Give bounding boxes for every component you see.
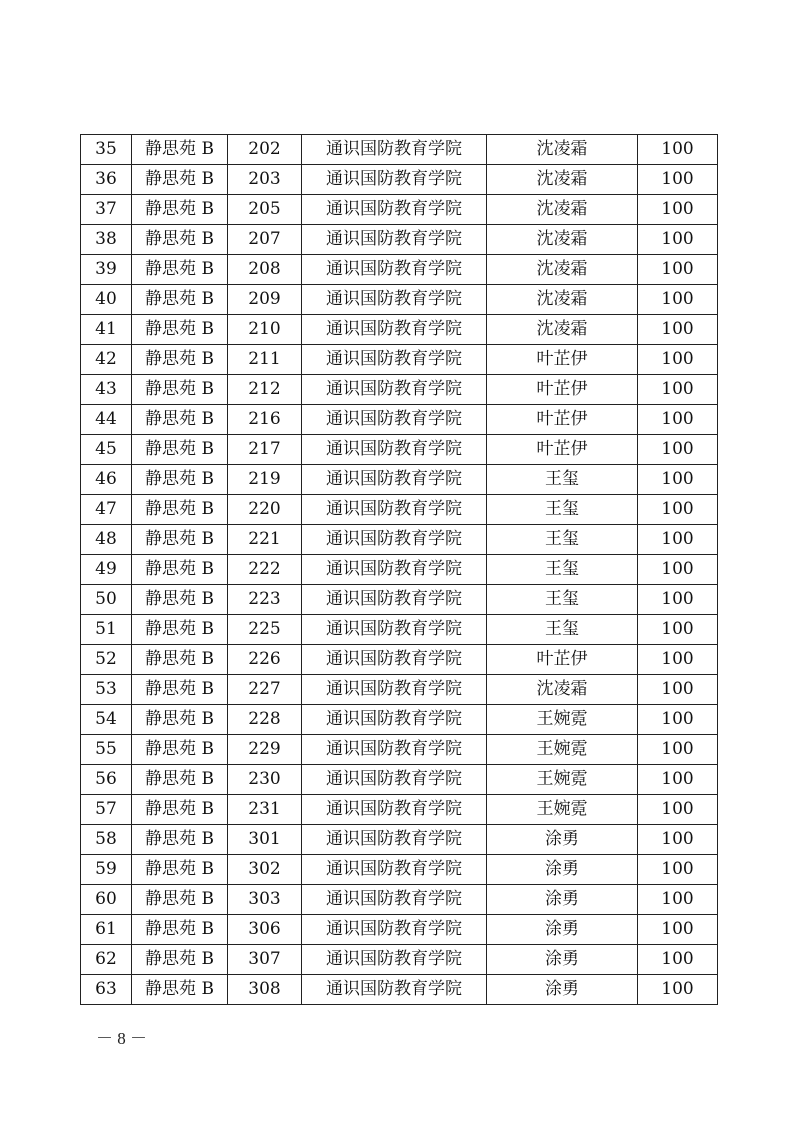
room-number-cell: 227: [228, 675, 302, 705]
score-cell: 100: [638, 285, 718, 315]
table-row: [81, 375, 718, 405]
building-cell: 静思苑 B: [132, 195, 228, 225]
college-cell: 通识国防教育学院: [302, 315, 487, 345]
table-row: [81, 285, 718, 315]
row-index-cell: 48: [81, 525, 132, 555]
college-cell: 通识国防教育学院: [302, 825, 487, 855]
room-number-cell: 229: [228, 735, 302, 765]
room-number-cell: 303: [228, 885, 302, 915]
table-row: [81, 525, 718, 555]
room-number-cell: 307: [228, 945, 302, 975]
score-cell: 100: [638, 885, 718, 915]
inspector-cell: 沈凌霜: [487, 285, 638, 315]
row-index-cell: 37: [81, 195, 132, 225]
inspector-cell: 王婉霓: [487, 765, 638, 795]
college-cell: 通识国防教育学院: [302, 765, 487, 795]
row-index-cell: 61: [81, 915, 132, 945]
inspector-cell: 叶芷伊: [487, 345, 638, 375]
table-row: [81, 795, 718, 825]
building-cell: 静思苑 B: [132, 735, 228, 765]
building-cell: 静思苑 B: [132, 345, 228, 375]
building-cell: 静思苑 B: [132, 915, 228, 945]
building-cell: 静思苑 B: [132, 615, 228, 645]
table-row: [81, 225, 718, 255]
score-cell: 100: [638, 645, 718, 675]
college-cell: 通识国防教育学院: [302, 195, 487, 225]
room-number-cell: 222: [228, 555, 302, 585]
room-number-cell: 220: [228, 495, 302, 525]
score-cell: 100: [638, 945, 718, 975]
row-index-cell: 47: [81, 495, 132, 525]
college-cell: 通识国防教育学院: [302, 855, 487, 885]
college-cell: 通识国防教育学院: [302, 285, 487, 315]
row-index-cell: 43: [81, 375, 132, 405]
room-number-cell: 216: [228, 405, 302, 435]
table-row: [81, 645, 718, 675]
college-cell: 通识国防教育学院: [302, 945, 487, 975]
college-cell: 通识国防教育学院: [302, 225, 487, 255]
score-cell: 100: [638, 465, 718, 495]
inspector-cell: 涂勇: [487, 945, 638, 975]
inspector-cell: 叶芷伊: [487, 645, 638, 675]
inspector-cell: 沈凌霜: [487, 195, 638, 225]
inspector-cell: 王玺: [487, 555, 638, 585]
table-row: [81, 885, 718, 915]
score-cell: 100: [638, 315, 718, 345]
room-number-cell: 306: [228, 915, 302, 945]
score-cell: 100: [638, 255, 718, 285]
building-cell: 静思苑 B: [132, 765, 228, 795]
building-cell: 静思苑 B: [132, 375, 228, 405]
score-cell: 100: [638, 375, 718, 405]
row-index-cell: 46: [81, 465, 132, 495]
row-index-cell: 45: [81, 435, 132, 465]
room-number-cell: 228: [228, 705, 302, 735]
table-row: [81, 615, 718, 645]
row-index-cell: 56: [81, 765, 132, 795]
row-index-cell: 62: [81, 945, 132, 975]
room-number-cell: 208: [228, 255, 302, 285]
inspector-cell: 沈凌霜: [487, 135, 638, 165]
building-cell: 静思苑 B: [132, 645, 228, 675]
table-row: [81, 435, 718, 465]
row-index-cell: 57: [81, 795, 132, 825]
table-row: [81, 945, 718, 975]
inspector-cell: 涂勇: [487, 825, 638, 855]
college-cell: 通识国防教育学院: [302, 525, 487, 555]
row-index-cell: 60: [81, 885, 132, 915]
score-cell: 100: [638, 585, 718, 615]
room-score-table: [80, 134, 718, 1005]
room-number-cell: 205: [228, 195, 302, 225]
building-cell: 静思苑 B: [132, 855, 228, 885]
inspector-cell: 沈凌霜: [487, 675, 638, 705]
room-number-cell: 210: [228, 315, 302, 345]
room-number-cell: 308: [228, 975, 302, 1005]
inspector-cell: 沈凌霜: [487, 315, 638, 345]
college-cell: 通识国防教育学院: [302, 135, 487, 165]
building-cell: 静思苑 B: [132, 675, 228, 705]
college-cell: 通识国防教育学院: [302, 675, 487, 705]
college-cell: 通识国防教育学院: [302, 165, 487, 195]
row-index-cell: 35: [81, 135, 132, 165]
table-row: [81, 675, 718, 705]
building-cell: 静思苑 B: [132, 135, 228, 165]
table-row: [81, 465, 718, 495]
row-index-cell: 36: [81, 165, 132, 195]
building-cell: 静思苑 B: [132, 555, 228, 585]
inspector-cell: 王玺: [487, 465, 638, 495]
room-number-cell: 207: [228, 225, 302, 255]
score-cell: 100: [638, 165, 718, 195]
score-cell: 100: [638, 975, 718, 1005]
inspector-cell: 涂勇: [487, 855, 638, 885]
college-cell: 通识国防教育学院: [302, 435, 487, 465]
score-cell: 100: [638, 345, 718, 375]
building-cell: 静思苑 B: [132, 795, 228, 825]
table-row: [81, 345, 718, 375]
score-cell: 100: [638, 225, 718, 255]
score-cell: 100: [638, 735, 718, 765]
score-cell: 100: [638, 405, 718, 435]
building-cell: 静思苑 B: [132, 495, 228, 525]
row-index-cell: 42: [81, 345, 132, 375]
table-row: [81, 555, 718, 585]
row-index-cell: 49: [81, 555, 132, 585]
room-number-cell: 203: [228, 165, 302, 195]
room-number-cell: 226: [228, 645, 302, 675]
inspector-cell: 王玺: [487, 525, 638, 555]
room-number-cell: 219: [228, 465, 302, 495]
college-cell: 通识国防教育学院: [302, 915, 487, 945]
page-number: － 8 －: [96, 1029, 147, 1048]
room-number-cell: 223: [228, 585, 302, 615]
room-number-cell: 211: [228, 345, 302, 375]
building-cell: 静思苑 B: [132, 465, 228, 495]
building-cell: 静思苑 B: [132, 975, 228, 1005]
college-cell: 通识国防教育学院: [302, 735, 487, 765]
score-cell: 100: [638, 135, 718, 165]
college-cell: 通识国防教育学院: [302, 705, 487, 735]
row-index-cell: 52: [81, 645, 132, 675]
row-index-cell: 40: [81, 285, 132, 315]
row-index-cell: 38: [81, 225, 132, 255]
room-number-cell: 225: [228, 615, 302, 645]
table-row: [81, 195, 718, 225]
inspector-cell: 沈凌霜: [487, 165, 638, 195]
inspector-cell: 王玺: [487, 615, 638, 645]
table-row: [81, 915, 718, 945]
college-cell: 通识国防教育学院: [302, 615, 487, 645]
building-cell: 静思苑 B: [132, 405, 228, 435]
score-cell: 100: [638, 195, 718, 225]
college-cell: 通识国防教育学院: [302, 465, 487, 495]
building-cell: 静思苑 B: [132, 705, 228, 735]
building-cell: 静思苑 B: [132, 285, 228, 315]
table-row: [81, 495, 718, 525]
college-cell: 通识国防教育学院: [302, 645, 487, 675]
room-number-cell: 209: [228, 285, 302, 315]
table-row: [81, 975, 718, 1005]
inspector-cell: 涂勇: [487, 975, 638, 1005]
college-cell: 通识国防教育学院: [302, 375, 487, 405]
room-number-cell: 202: [228, 135, 302, 165]
row-index-cell: 50: [81, 585, 132, 615]
building-cell: 静思苑 B: [132, 945, 228, 975]
table-row: [81, 405, 718, 435]
table-row: [81, 735, 718, 765]
college-cell: 通识国防教育学院: [302, 405, 487, 435]
table-row: [81, 135, 718, 165]
row-index-cell: 53: [81, 675, 132, 705]
row-index-cell: 44: [81, 405, 132, 435]
inspector-cell: 王玺: [487, 585, 638, 615]
room-number-cell: 217: [228, 435, 302, 465]
row-index-cell: 59: [81, 855, 132, 885]
inspector-cell: 王婉霓: [487, 705, 638, 735]
college-cell: 通识国防教育学院: [302, 795, 487, 825]
room-number-cell: 230: [228, 765, 302, 795]
building-cell: 静思苑 B: [132, 315, 228, 345]
room-number-cell: 231: [228, 795, 302, 825]
college-cell: 通识国防教育学院: [302, 555, 487, 585]
inspector-cell: 涂勇: [487, 915, 638, 945]
row-index-cell: 39: [81, 255, 132, 285]
row-index-cell: 51: [81, 615, 132, 645]
building-cell: 静思苑 B: [132, 255, 228, 285]
inspector-cell: 叶芷伊: [487, 375, 638, 405]
table-row: [81, 585, 718, 615]
building-cell: 静思苑 B: [132, 585, 228, 615]
college-cell: 通识国防教育学院: [302, 255, 487, 285]
inspector-cell: 王婉霓: [487, 795, 638, 825]
table-row: [81, 255, 718, 285]
score-cell: 100: [638, 525, 718, 555]
table-row: [81, 705, 718, 735]
score-cell: 100: [638, 555, 718, 585]
building-cell: 静思苑 B: [132, 165, 228, 195]
college-cell: 通识国防教育学院: [302, 975, 487, 1005]
college-cell: 通识国防教育学院: [302, 345, 487, 375]
room-number-cell: 221: [228, 525, 302, 555]
score-cell: 100: [638, 675, 718, 705]
inspector-cell: 王婉霓: [487, 735, 638, 765]
college-cell: 通识国防教育学院: [302, 495, 487, 525]
row-index-cell: 55: [81, 735, 132, 765]
inspector-cell: 叶芷伊: [487, 405, 638, 435]
table-row: [81, 165, 718, 195]
inspector-cell: 叶芷伊: [487, 435, 638, 465]
row-index-cell: 54: [81, 705, 132, 735]
score-cell: 100: [638, 495, 718, 525]
score-cell: 100: [638, 795, 718, 825]
row-index-cell: 58: [81, 825, 132, 855]
row-index-cell: 41: [81, 315, 132, 345]
inspector-cell: 涂勇: [487, 885, 638, 915]
score-cell: 100: [638, 915, 718, 945]
table-body: [81, 135, 718, 1005]
table-row: [81, 825, 718, 855]
score-cell: 100: [638, 615, 718, 645]
building-cell: 静思苑 B: [132, 225, 228, 255]
table-row: [81, 765, 718, 795]
score-cell: 100: [638, 825, 718, 855]
table-row: [81, 315, 718, 345]
room-number-cell: 302: [228, 855, 302, 885]
inspector-cell: 沈凌霜: [487, 255, 638, 285]
score-cell: 100: [638, 855, 718, 885]
row-index-cell: 63: [81, 975, 132, 1005]
inspector-cell: 沈凌霜: [487, 225, 638, 255]
room-number-cell: 301: [228, 825, 302, 855]
inspector-cell: 王玺: [487, 495, 638, 525]
score-cell: 100: [638, 435, 718, 465]
building-cell: 静思苑 B: [132, 525, 228, 555]
room-number-cell: 212: [228, 375, 302, 405]
score-cell: 100: [638, 705, 718, 735]
college-cell: 通识国防教育学院: [302, 585, 487, 615]
building-cell: 静思苑 B: [132, 435, 228, 465]
building-cell: 静思苑 B: [132, 825, 228, 855]
building-cell: 静思苑 B: [132, 885, 228, 915]
college-cell: 通识国防教育学院: [302, 885, 487, 915]
table-row: [81, 855, 718, 885]
score-cell: 100: [638, 765, 718, 795]
